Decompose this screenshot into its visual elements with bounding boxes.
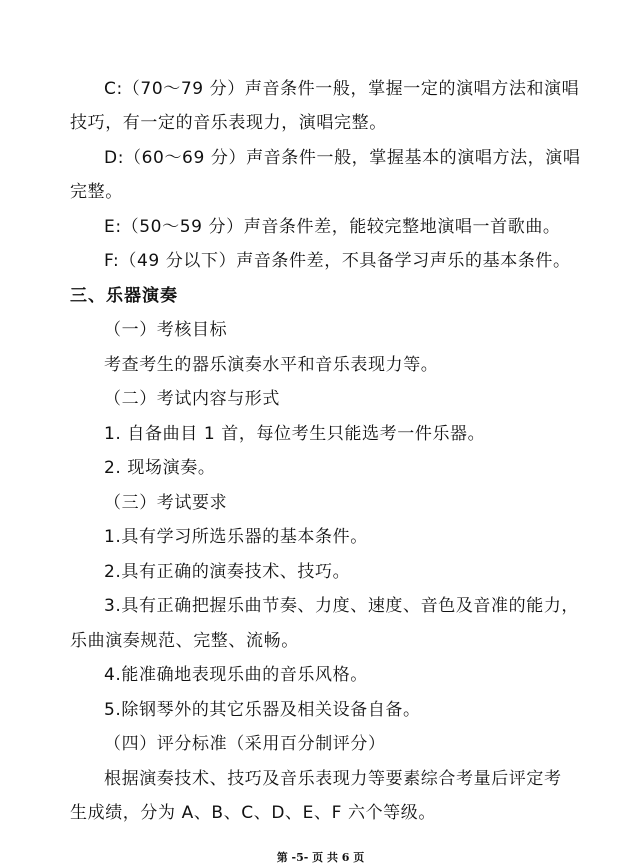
requirement-item-4: 4.能准确地表现乐曲的音乐风格。 <box>104 665 368 685</box>
grade-c-line-1: C:（70～79 分）声音条件一般，掌握一定的演唱方法和演唱 <box>104 79 580 99</box>
grade-e-line: E:（50～59 分）声音条件差，能较完整地演唱一首歌曲。 <box>104 217 561 237</box>
scoring-text-line-2: 生成绩，分为 A、B、C、D、E、F 六个等级。 <box>70 803 436 823</box>
grade-d-line-1: D:（60～69 分）声音条件一般，掌握基本的演唱方法，演唱 <box>104 148 581 168</box>
requirement-item-5: 5.除钢琴外的其它乐器及相关设备自备。 <box>104 700 421 720</box>
requirement-item-1: 1.具有学习所选乐器的基本条件。 <box>104 527 368 547</box>
requirement-item-2: 2.具有正确的演奏技术、技巧。 <box>104 562 351 582</box>
grade-d-line-2: 完整。 <box>70 182 123 202</box>
content-item-2: 2. 现场演奏。 <box>104 458 216 478</box>
subheading-requirements: （三）考试要求 <box>104 493 228 513</box>
requirement-item-3-line-2: 乐曲演奏规范、完整、流畅。 <box>70 631 299 651</box>
page-number-footer: 第 -5- 页 共 6 页 <box>276 851 365 864</box>
grade-c-line-2: 技巧，有一定的音乐表现力，演唱完整。 <box>70 113 387 133</box>
objective-text: 考查考生的器乐演奏水平和音乐表现力等。 <box>104 355 439 375</box>
scoring-text-line-1: 根据演奏技术、技巧及音乐表现力等要素综合考量后评定考 <box>104 769 562 789</box>
section-heading-instrument: 三、乐器演奏 <box>70 286 178 306</box>
requirement-item-3-line-1: 3.具有正确把握乐曲节奏、力度、速度、音色及音准的能力， <box>104 596 580 616</box>
content-item-1: 1. 自备曲目 1 首，每位考生只能选考一件乐器。 <box>104 424 486 444</box>
grade-f-line: F:（49 分以下）声音条件差，不具备学习声乐的基本条件。 <box>104 251 571 271</box>
subheading-objective: （一）考核目标 <box>104 320 228 340</box>
subheading-scoring: （四）评分标准（采用百分制评分） <box>104 734 386 754</box>
subheading-content-format: （二）考试内容与形式 <box>104 389 280 409</box>
